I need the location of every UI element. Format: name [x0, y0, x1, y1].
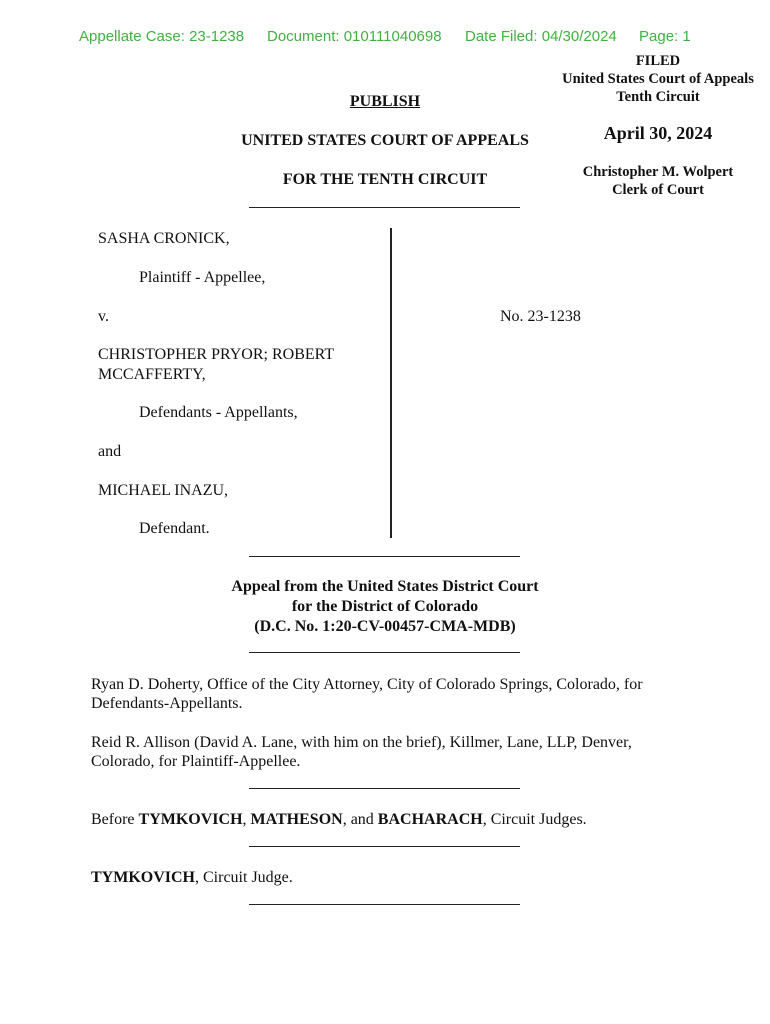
defendant2-role: Defendant.: [139, 520, 210, 537]
plaintiff-name: SASHA CRONICK,: [98, 230, 230, 247]
filed-label: FILED: [635, 53, 681, 69]
plaintiff-role: Plaintiff - Appellee,: [139, 269, 266, 286]
circuit-name: FOR THE TENTH CIRCUIT: [282, 171, 488, 188]
stamp-document: Document: 010111040698: [267, 28, 442, 45]
stamp-date-filed: Date Filed: 04/30/2024: [465, 28, 617, 45]
filed-date: April 30, 2024: [603, 123, 713, 143]
stamp-case: Appellate Case: 23-1238: [79, 28, 245, 45]
panel-line: [91, 810, 691, 830]
panel-before: Before: [91, 811, 135, 828]
counsel-plaintiff-line2: Colorado, for Plaintiff-Appellee.: [91, 753, 301, 770]
panel-sep1: ,: [242, 811, 247, 828]
divider-author: [249, 904, 520, 905]
counsel-defendants-line2: Defendants-Appellants.: [91, 695, 243, 712]
defendant2-name: MICHAEL INAZU,: [98, 482, 229, 499]
publish-label: PUBLISH: [349, 93, 421, 110]
appeal-line3: (D.C. No. 1:20-CV-00457-CMA-MDB): [254, 618, 516, 635]
and-label: and: [98, 443, 122, 460]
caption-divider: [390, 228, 392, 538]
divider-panel: [249, 846, 520, 847]
counsel-defendants-line1: Ryan D. Doherty, Office of the City Attorney, City of Colorado Springs, Colorado, for: [91, 676, 643, 693]
author-judge: TYMKOVICH: [91, 869, 195, 886]
judge-bacharach: BACHARACH: [377, 811, 483, 828]
defendants-role: Defendants - Appellants,: [139, 404, 298, 421]
filed-court: United States Court of Appeals: [562, 71, 754, 87]
divider-appeal: [249, 652, 520, 653]
divider-caption: [249, 556, 520, 557]
case-number: No. 23-1238: [500, 308, 581, 325]
court-name: UNITED STATES COURT OF APPEALS: [241, 132, 529, 149]
divider-heading: [249, 207, 520, 208]
clerk-title: Clerk of Court: [612, 182, 704, 198]
clerk-name: Christopher M. Wolpert: [582, 164, 734, 180]
panel-sep2: , and: [342, 811, 374, 828]
judge-matheson: MATHESON: [250, 811, 343, 828]
appeal-line2: for the District of Colorado: [291, 598, 479, 615]
filed-circuit: Tenth Circuit: [616, 89, 700, 105]
divider-counsel: [249, 788, 520, 789]
counsel-plaintiff-line1: Reid R. Allison (David A. Lane, with him on the brief), Killmer, Lane, LLP, Denver,: [91, 734, 632, 751]
stamp-page: Page: 1: [639, 28, 691, 45]
defendants-line1: CHRISTOPHER PRYOR; ROBERT: [98, 346, 335, 363]
judge-tymkovich: TYMKOVICH: [138, 811, 243, 828]
panel-suffix: , Circuit Judges.: [482, 811, 587, 828]
author-line: [91, 868, 691, 888]
appeal-line1: Appeal from the United States District Court: [231, 578, 539, 595]
versus: v.: [98, 308, 109, 325]
author-suffix: , Circuit Judge.: [195, 869, 293, 886]
defendants-line2: MCCAFFERTY,: [98, 366, 206, 383]
